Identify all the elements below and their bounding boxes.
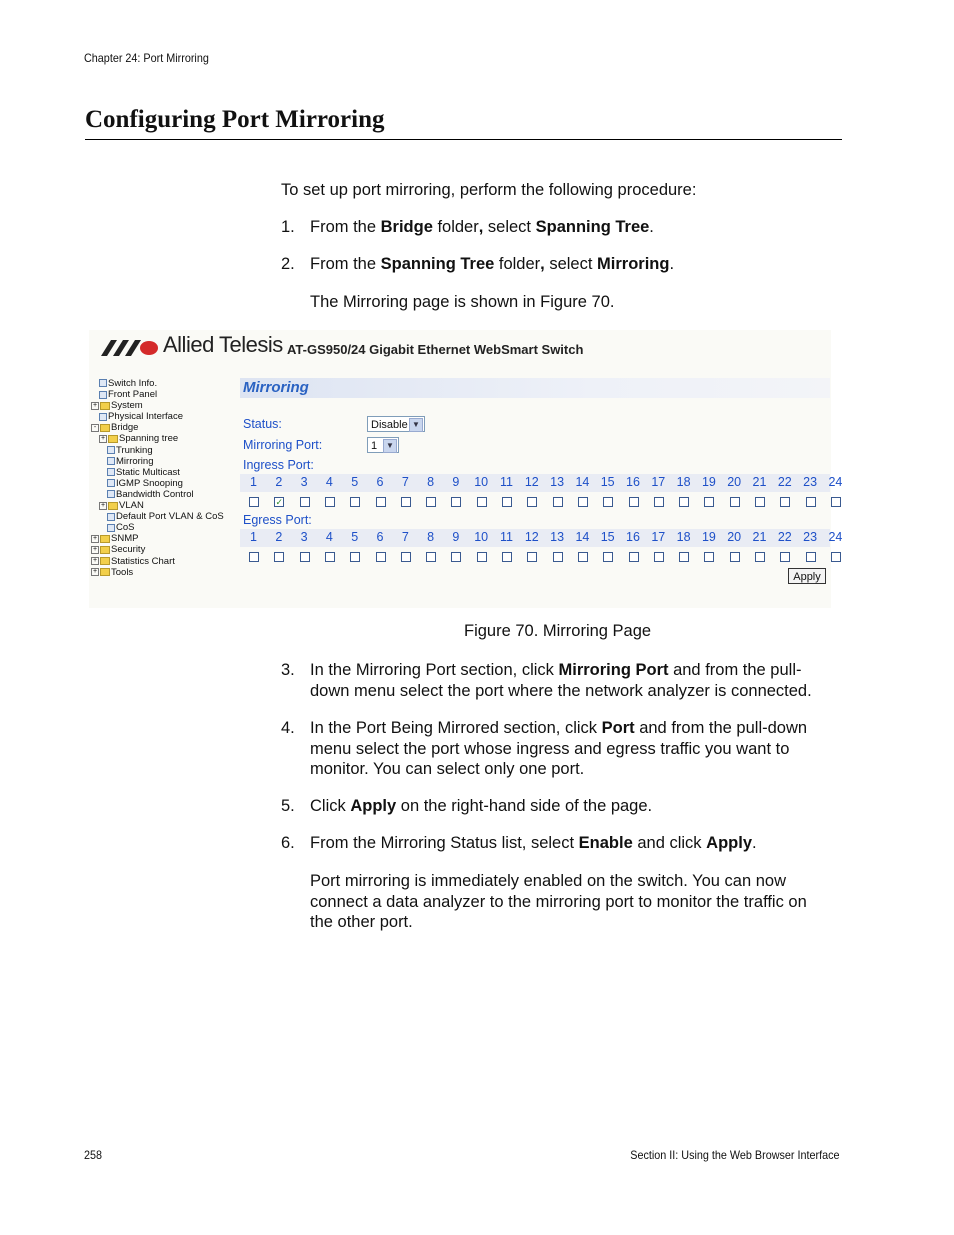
tree-item[interactable] xyxy=(91,556,227,567)
egress-port-number: 10 xyxy=(474,530,489,544)
tree-item[interactable] xyxy=(91,422,227,433)
egress-port-number: 16 xyxy=(626,530,640,544)
ingress-port-number: 3 xyxy=(300,475,308,489)
tree-item[interactable] xyxy=(91,445,227,456)
ingress-port-number: 1 xyxy=(250,475,257,489)
mirroring-page-screenshot xyxy=(89,330,843,608)
expand-icon[interactable]: + xyxy=(92,534,98,542)
tree-item[interactable] xyxy=(91,478,227,489)
tree-item-label: Physical Interface xyxy=(108,411,183,423)
page-title: Mirroring xyxy=(243,379,309,396)
step-2 xyxy=(281,254,841,275)
ingress-port-checkbox[interactable] xyxy=(578,497,588,507)
egress-port-checkbox[interactable] xyxy=(350,552,360,562)
ingress-port-number: 11 xyxy=(500,475,513,489)
egress-port-checkbox[interactable] xyxy=(502,552,512,562)
egress-port-number: 3 xyxy=(300,530,308,544)
egress-port-checkbox[interactable] xyxy=(806,552,816,562)
step-1 xyxy=(281,217,841,238)
ingress-port-number: 24 xyxy=(828,475,843,489)
step-number: 2. xyxy=(281,255,295,273)
ingress-port-checkbox[interactable] xyxy=(426,497,436,507)
page-icon xyxy=(107,479,115,487)
egress-port-checkbox[interactable] xyxy=(300,552,310,562)
folder-icon xyxy=(100,424,110,432)
egress-port-number: 8 xyxy=(427,530,435,544)
section-title: Configuring Port Mirroring xyxy=(85,106,385,133)
egress-port-number: 9 xyxy=(452,530,460,544)
step-number: 3. xyxy=(281,661,295,679)
ingress-port-checkbox[interactable] xyxy=(730,497,740,507)
step-text: Click Apply on the right-hand side of the page. xyxy=(310,797,653,815)
ingress-port-number: 15 xyxy=(600,475,615,489)
egress-port-number: 7 xyxy=(401,530,409,544)
page-title-banner xyxy=(240,378,830,398)
egress-port-number: 2 xyxy=(275,530,283,544)
step-4 xyxy=(281,718,841,780)
egress-port-checkbox[interactable] xyxy=(578,552,588,562)
folder-icon xyxy=(100,402,110,410)
egress-port-number: 5 xyxy=(351,530,359,544)
ingress-port-number: 9 xyxy=(452,475,460,489)
ingress-port-number: 16 xyxy=(626,475,640,489)
egress-port-checkbox[interactable] xyxy=(325,552,335,562)
step-number: 6. xyxy=(281,834,295,852)
egress-port-number: 12 xyxy=(524,530,539,544)
ingress-port-number: 17 xyxy=(651,475,666,489)
ingress-port-number: 21 xyxy=(752,475,767,489)
expand-icon[interactable]: + xyxy=(92,401,98,409)
step-text: In the Port Being Mirrored section, click Port and from the pull-down menu select the port whose ingress and egress traffic you want to monitor. You can select only one port. xyxy=(310,719,808,778)
egress-port-checkbox[interactable] xyxy=(274,552,284,562)
section-footer: Section II: Using the Web Browser Interface xyxy=(630,1148,840,1162)
mirroring-port-label: Mirroring Port: xyxy=(243,438,323,452)
egress-port-number: 15 xyxy=(600,530,615,544)
ingress-port-number: 8 xyxy=(427,475,435,489)
egress-port-number: 23 xyxy=(803,530,818,544)
tree-item[interactable] xyxy=(91,489,227,500)
tree-item-label: Bridge xyxy=(111,422,139,434)
tree-item-label: System xyxy=(111,400,143,412)
page-icon xyxy=(107,513,115,521)
folder-icon xyxy=(100,535,110,543)
ingress-port-checkbox[interactable] xyxy=(654,497,664,507)
ingress-port-numbers xyxy=(240,474,843,492)
tree-item[interactable] xyxy=(91,544,227,555)
ingress-port-number: 14 xyxy=(575,475,590,489)
tree-item[interactable] xyxy=(91,378,227,389)
ingress-port-checkbox[interactable] xyxy=(477,497,487,507)
egress-port-checkbox[interactable] xyxy=(451,552,461,562)
folder-icon xyxy=(100,568,110,576)
egress-port-number: 20 xyxy=(727,530,742,544)
egress-port-label: Egress Port: xyxy=(243,513,312,527)
egress-port-numbers xyxy=(240,529,843,547)
tree-item[interactable] xyxy=(91,411,227,422)
page-icon xyxy=(99,379,107,387)
folder-icon xyxy=(100,546,110,554)
ingress-port-checkbox[interactable] xyxy=(603,497,613,507)
step-number: 5. xyxy=(281,797,295,815)
egress-port-checkbox[interactable] xyxy=(477,552,487,562)
step-5 xyxy=(281,796,841,817)
ingress-port-number: 13 xyxy=(550,475,565,489)
allied-telesis-logo-icon xyxy=(101,338,159,358)
page-icon xyxy=(107,468,115,476)
egress-port-checkbox[interactable] xyxy=(426,552,436,562)
egress-port-number: 13 xyxy=(550,530,565,544)
page-icon xyxy=(107,446,115,454)
step-number: 4. xyxy=(281,719,295,737)
tree-item-label: Spanning tree xyxy=(119,433,179,445)
egress-port-checkbox[interactable] xyxy=(831,552,841,562)
step-6 xyxy=(281,833,841,854)
tree-item-label: Statistics Chart xyxy=(111,555,175,567)
step-3 xyxy=(281,660,841,701)
tree-item-label: IGMP Snooping xyxy=(116,477,183,489)
egress-port-number: 11 xyxy=(500,530,513,544)
egress-port-number: 4 xyxy=(325,530,333,544)
collapse-icon[interactable]: - xyxy=(91,424,99,432)
tree-item-label: Default Port VLAN & CoS xyxy=(116,511,224,523)
tree-item[interactable] xyxy=(91,500,227,511)
closing-note: Port mirroring is immediately enabled on the switch. You can now connect a data analyzer to the mirroring port to monitor the traffic on the other port. xyxy=(310,872,807,931)
tree-item[interactable] xyxy=(91,433,227,444)
egress-port-checkbox[interactable] xyxy=(730,552,740,562)
page-icon xyxy=(99,413,107,421)
egress-port-number: 6 xyxy=(376,530,384,544)
tree-item[interactable] xyxy=(91,511,227,522)
tree-item[interactable] xyxy=(91,400,227,411)
egress-port-checkbox[interactable] xyxy=(527,552,537,562)
tree-item-label: Static Multicast xyxy=(116,466,180,478)
tree-item-label: Bandwidth Control xyxy=(116,488,194,500)
status-label: Status: xyxy=(243,417,282,431)
tree-item-label: Mirroring xyxy=(116,455,154,467)
ingress-port-checkbox[interactable] xyxy=(502,497,512,507)
ingress-port-number: 18 xyxy=(676,475,691,489)
running-header: Chapter 24: Port Mirroring xyxy=(84,51,209,65)
ingress-port-number: 19 xyxy=(701,475,716,489)
ingress-port-checkbox[interactable] xyxy=(350,497,360,507)
apply-button[interactable]: Apply xyxy=(788,568,826,584)
ingress-port-checkbox[interactable] xyxy=(780,497,790,507)
ingress-port-checkbox[interactable] xyxy=(451,497,461,507)
tree-item-label: Trunking xyxy=(116,444,153,456)
ingress-port-label: Ingress Port: xyxy=(243,458,314,472)
ingress-port-number: 7 xyxy=(401,475,409,489)
tree-item[interactable] xyxy=(91,522,227,533)
step-text: From the Spanning Tree folder, select Mirroring. xyxy=(310,255,675,273)
figure-caption: Figure 70. Mirroring Page xyxy=(464,622,652,640)
chevron-down-icon: ▼ xyxy=(409,418,423,432)
ingress-port-checkbox[interactable] xyxy=(806,497,816,507)
tree-item[interactable] xyxy=(91,533,227,544)
tree-item-label: VLAN xyxy=(119,500,144,512)
ingress-port-number: 20 xyxy=(727,475,742,489)
egress-port-checkbox[interactable] xyxy=(629,552,639,562)
ingress-port-checkbox[interactable] xyxy=(704,497,714,507)
ingress-port-checkbox[interactable] xyxy=(679,497,689,507)
ingress-port-checkbox[interactable] xyxy=(755,497,765,507)
tree-item-label: SNMP xyxy=(111,533,139,545)
step-text: In the Mirroring Port section, click Mirroring Port and from the pull- down menu select the port where the network analyzer is connected. xyxy=(310,661,812,700)
ingress-port-checkbox[interactable] xyxy=(527,497,537,507)
folder-icon xyxy=(108,435,118,443)
egress-port-number: 21 xyxy=(752,530,767,544)
expand-icon[interactable]: + xyxy=(100,434,106,442)
tree-item[interactable] xyxy=(91,567,227,578)
ingress-port-number: 22 xyxy=(777,475,792,489)
ingress-port-number: 2 xyxy=(275,475,283,489)
egress-port-checkbox[interactable] xyxy=(553,552,563,562)
egress-port-number: 19 xyxy=(701,530,716,544)
folder-icon xyxy=(100,557,110,565)
egress-port-number: 18 xyxy=(676,530,691,544)
chevron-down-icon: ▼ xyxy=(383,439,397,453)
egress-port-checkbox[interactable] xyxy=(603,552,613,562)
ingress-port-number: 6 xyxy=(376,475,384,489)
ingress-port-checkbox[interactable] xyxy=(249,497,259,507)
figure-reference-note: The Mirroring page is shown in Figure 70. xyxy=(310,293,615,311)
step-text: From the Bridge folder, select Spanning Tree. xyxy=(310,218,654,236)
egress-port-checkbox[interactable] xyxy=(401,552,411,562)
device-model: AT-GS950/24 Gigabit Ethernet WebSmart Switch xyxy=(287,342,584,357)
ingress-port-checkbox[interactable] xyxy=(831,497,841,507)
step-number: 1. xyxy=(281,218,295,236)
ingress-port-number: 4 xyxy=(325,475,333,489)
egress-port-checkbox[interactable] xyxy=(755,552,765,562)
ingress-port-number: 23 xyxy=(803,475,818,489)
expand-icon[interactable]: + xyxy=(100,501,106,509)
page-icon xyxy=(107,457,115,465)
ingress-port-checkbox[interactable] xyxy=(300,497,310,507)
egress-port-number: 22 xyxy=(777,530,792,544)
egress-port-checkbox[interactable] xyxy=(654,552,664,562)
brand-name: Allied Telesis xyxy=(163,332,283,357)
page-icon xyxy=(107,490,115,498)
tree-item-label: Switch Info. xyxy=(108,378,158,389)
egress-port-number: 24 xyxy=(828,530,843,544)
ingress-port-number: 12 xyxy=(524,475,539,489)
ingress-port-checkbox[interactable] xyxy=(376,497,386,507)
page-icon xyxy=(107,524,115,532)
ingress-port-checkbox[interactable] xyxy=(629,497,639,507)
egress-port-number: 14 xyxy=(575,530,590,544)
egress-port-number: 17 xyxy=(651,530,666,544)
step-text: From the Mirroring Status list, select Enable and click Apply. xyxy=(310,834,757,852)
page-number: 258 xyxy=(84,1148,103,1162)
ingress-port-number: 5 xyxy=(351,475,359,489)
page-icon xyxy=(99,391,107,399)
tree-item[interactable] xyxy=(91,456,227,467)
ingress-port-checkbox[interactable] xyxy=(325,497,335,507)
status-select[interactable] xyxy=(367,416,425,432)
navigation-tree xyxy=(91,378,227,578)
intro-paragraph: To set up port mirroring, perform the following procedure: xyxy=(281,181,697,199)
egress-port-checkbox[interactable] xyxy=(704,552,714,562)
expand-icon[interactable]: + xyxy=(92,545,98,553)
egress-port-checkbox[interactable] xyxy=(780,552,790,562)
tree-item-label: Tools xyxy=(111,566,134,578)
egress-port-checkbox[interactable] xyxy=(679,552,689,562)
egress-port-number: 1 xyxy=(250,530,257,544)
ingress-port-number: 10 xyxy=(474,475,489,489)
tree-item-label: CoS xyxy=(116,522,135,534)
mirroring-port-select[interactable] xyxy=(367,437,399,453)
ingress-port-checkbox[interactable] xyxy=(401,497,411,507)
ingress-port-checkbox[interactable] xyxy=(553,497,563,507)
egress-port-checkbox[interactable] xyxy=(249,552,259,562)
title-rule xyxy=(85,139,842,140)
tree-item[interactable] xyxy=(91,389,227,400)
expand-icon[interactable]: + xyxy=(92,556,98,564)
status-select-value: Disable xyxy=(371,419,408,431)
tree-item-label: Security xyxy=(111,544,146,556)
ingress-port-checkbox-checked[interactable]: ✓ xyxy=(275,497,284,507)
tree-item[interactable] xyxy=(91,467,227,478)
folder-icon xyxy=(108,502,118,510)
egress-port-checkbox[interactable] xyxy=(376,552,386,562)
expand-icon[interactable]: + xyxy=(92,568,98,576)
mirroring-port-select-value: 1 xyxy=(371,440,378,452)
tree-item-label: Front Panel xyxy=(108,389,158,401)
